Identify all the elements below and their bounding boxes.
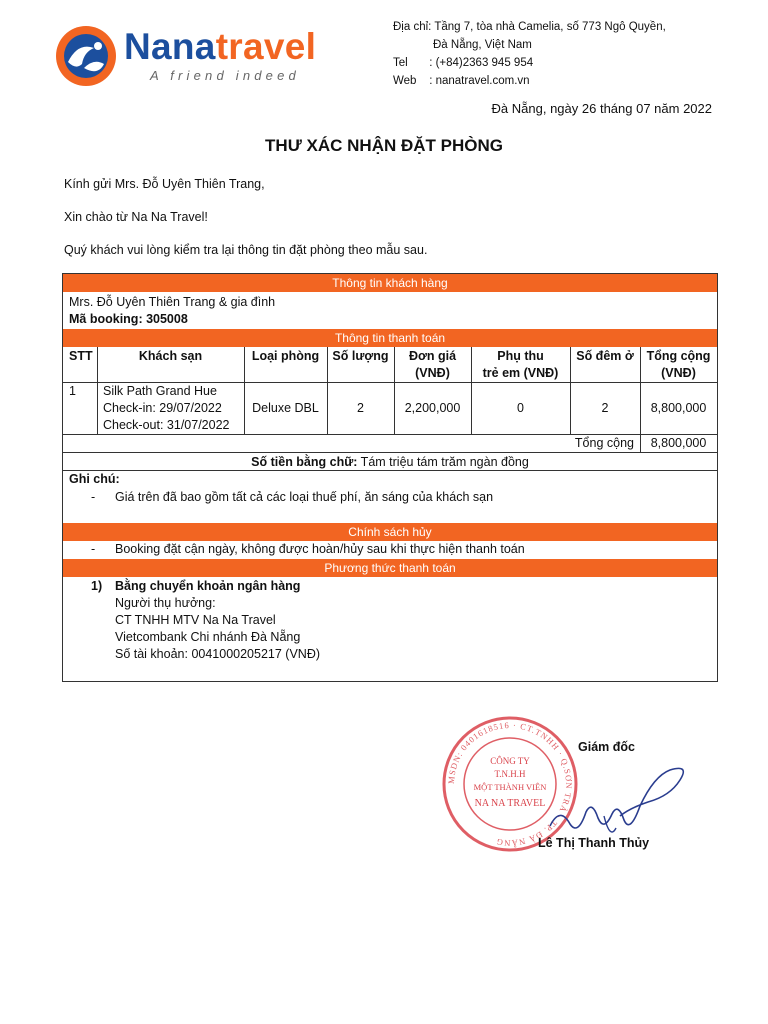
greeting: Kính gửi Mrs. Đỗ Uyên Thiên Trang, [64,177,265,191]
customer-section-header: Thông tin khách hàng [63,274,717,292]
web-value: : nanatravel.com.vn [429,75,530,87]
col-stt: STT [69,349,93,363]
method-section-header: Phương thức thanh toán [63,559,717,577]
address-line1 [393,20,666,35]
signatory-title: Giám đốc [578,740,635,754]
col-child-surcharge-unit: trẻ em (VNĐ) [482,366,559,380]
stamp-ring-text: MSDN: 0401618516 · CT.TNHH · Q.SƠN TRÀ · TP. ĐÀ NẴNG [445,719,575,849]
col-unit-price: Đơn giá [408,349,457,363]
row-checkin: Check-in: 29/07/2022 [103,401,222,415]
col-room-type: Loại phòng [251,349,320,363]
brand-name-part1: Nana [124,26,216,67]
web-label: Web [393,75,417,87]
row-room-type: Deluxe DBL [252,401,319,415]
method-line-beneficiary: Người thụ hưởng: [115,596,216,610]
stamp-line-3: MỘT THÀNH VIÊN [473,782,547,792]
tel-line [393,56,533,71]
col-total-unit: (VNĐ) [661,366,696,380]
address-value: Tầng 7, tòa nhà Camelia, số 773 Ngô Quyền, [434,21,666,33]
total-value: 8,800,000 [650,436,707,450]
col-child-surcharge: Phụ thu [497,349,544,363]
method-line-bank: Vietcombank Chi nhánh Đà Nẵng [115,630,301,644]
web-line [393,74,530,89]
tel-value: : (+84)2363 945 954 [429,57,534,69]
page-title: THƯ XÁC NHẬN ĐẶT PHÒNG [265,136,503,155]
amount-in-words [63,454,717,471]
customer-name: Mrs. Đỗ Uyên Thiên Trang & gia đình [69,295,276,309]
booking-table [62,273,718,682]
total-label: Tổng cộng [574,436,634,450]
row-hotel: Silk Path Grand Hue [103,384,217,398]
instruction-line: Quý khách vui lòng kiểm tra lại thông tin đặt phòng theo mẫu sau. [64,243,428,257]
cancel-item: Booking đặt cận ngày, không được hoàn/hủy sau khi thực hiện thanh toán [115,542,525,556]
stamp-line-4: NA NA TRAVEL [474,798,546,809]
amount-in-words-label: Số tiền bằng chữ: [251,455,358,469]
payment-section-header: Thông tin thanh toán [63,329,717,347]
date-line: Đà Nẵng, ngày 26 tháng 07 năm 2022 [491,101,712,116]
amount-in-words-value: Tám triệu tám trăm ngàn đồng [357,455,529,469]
row-total: 8,800,000 [650,401,707,415]
stamp-line-2: T.N.H.H [494,769,526,779]
row-child-surcharge: 0 [517,401,524,415]
notes-bullet: - [91,490,96,504]
col-quantity: Số lượng [332,349,389,363]
nanatravel-logo-icon [54,24,118,88]
row-quantity: 2 [357,401,364,415]
address-label: Địa chỉ: [393,21,432,33]
brand-name-part2: travel [215,26,317,67]
row-stt: 1 [69,384,76,398]
col-nights: Số đêm ở [576,349,634,363]
brand-tagline: A friend indeed [150,68,300,83]
signatory-name: Lê Thị Thanh Thủy [538,836,650,850]
stamp-line-1: CÔNG TY [490,756,530,766]
method-line-company: CT TNHH MTV Na Na Travel [115,613,276,627]
brand-name [124,26,316,68]
method-number: 1) [91,579,103,593]
row-unit-price: 2,200,000 [404,401,461,415]
booking-code: Mã booking: 305008 [69,312,188,326]
col-hotel: Khách sạn [138,349,203,363]
notes-label: Ghi chú: [69,472,120,486]
row-nights: 2 [601,401,609,415]
col-unit-price-unit: (VNĐ) [415,366,450,380]
hello-line: Xin chào từ Na Na Travel! [64,210,208,224]
notes-item: Giá trên đã bao gồm tất cả các loại thuế phí, ăn sáng của khách sạn [115,490,494,504]
method-line-account: Số tài khoản: 0041000205217 (VNĐ) [115,647,321,661]
col-total: Tổng cộng [646,349,711,363]
cancel-bullet: - [91,542,96,556]
address-line2: Đà Nẵng, Việt Nam [433,39,532,51]
tel-label: Tel [393,57,408,69]
row-checkout: Check-out: 31/07/2022 [103,418,230,432]
cancel-section-header: Chính sách hủy [63,523,717,541]
handwritten-signature [520,756,700,846]
method-title: Bằng chuyển khoản ngân hàng [115,579,301,593]
